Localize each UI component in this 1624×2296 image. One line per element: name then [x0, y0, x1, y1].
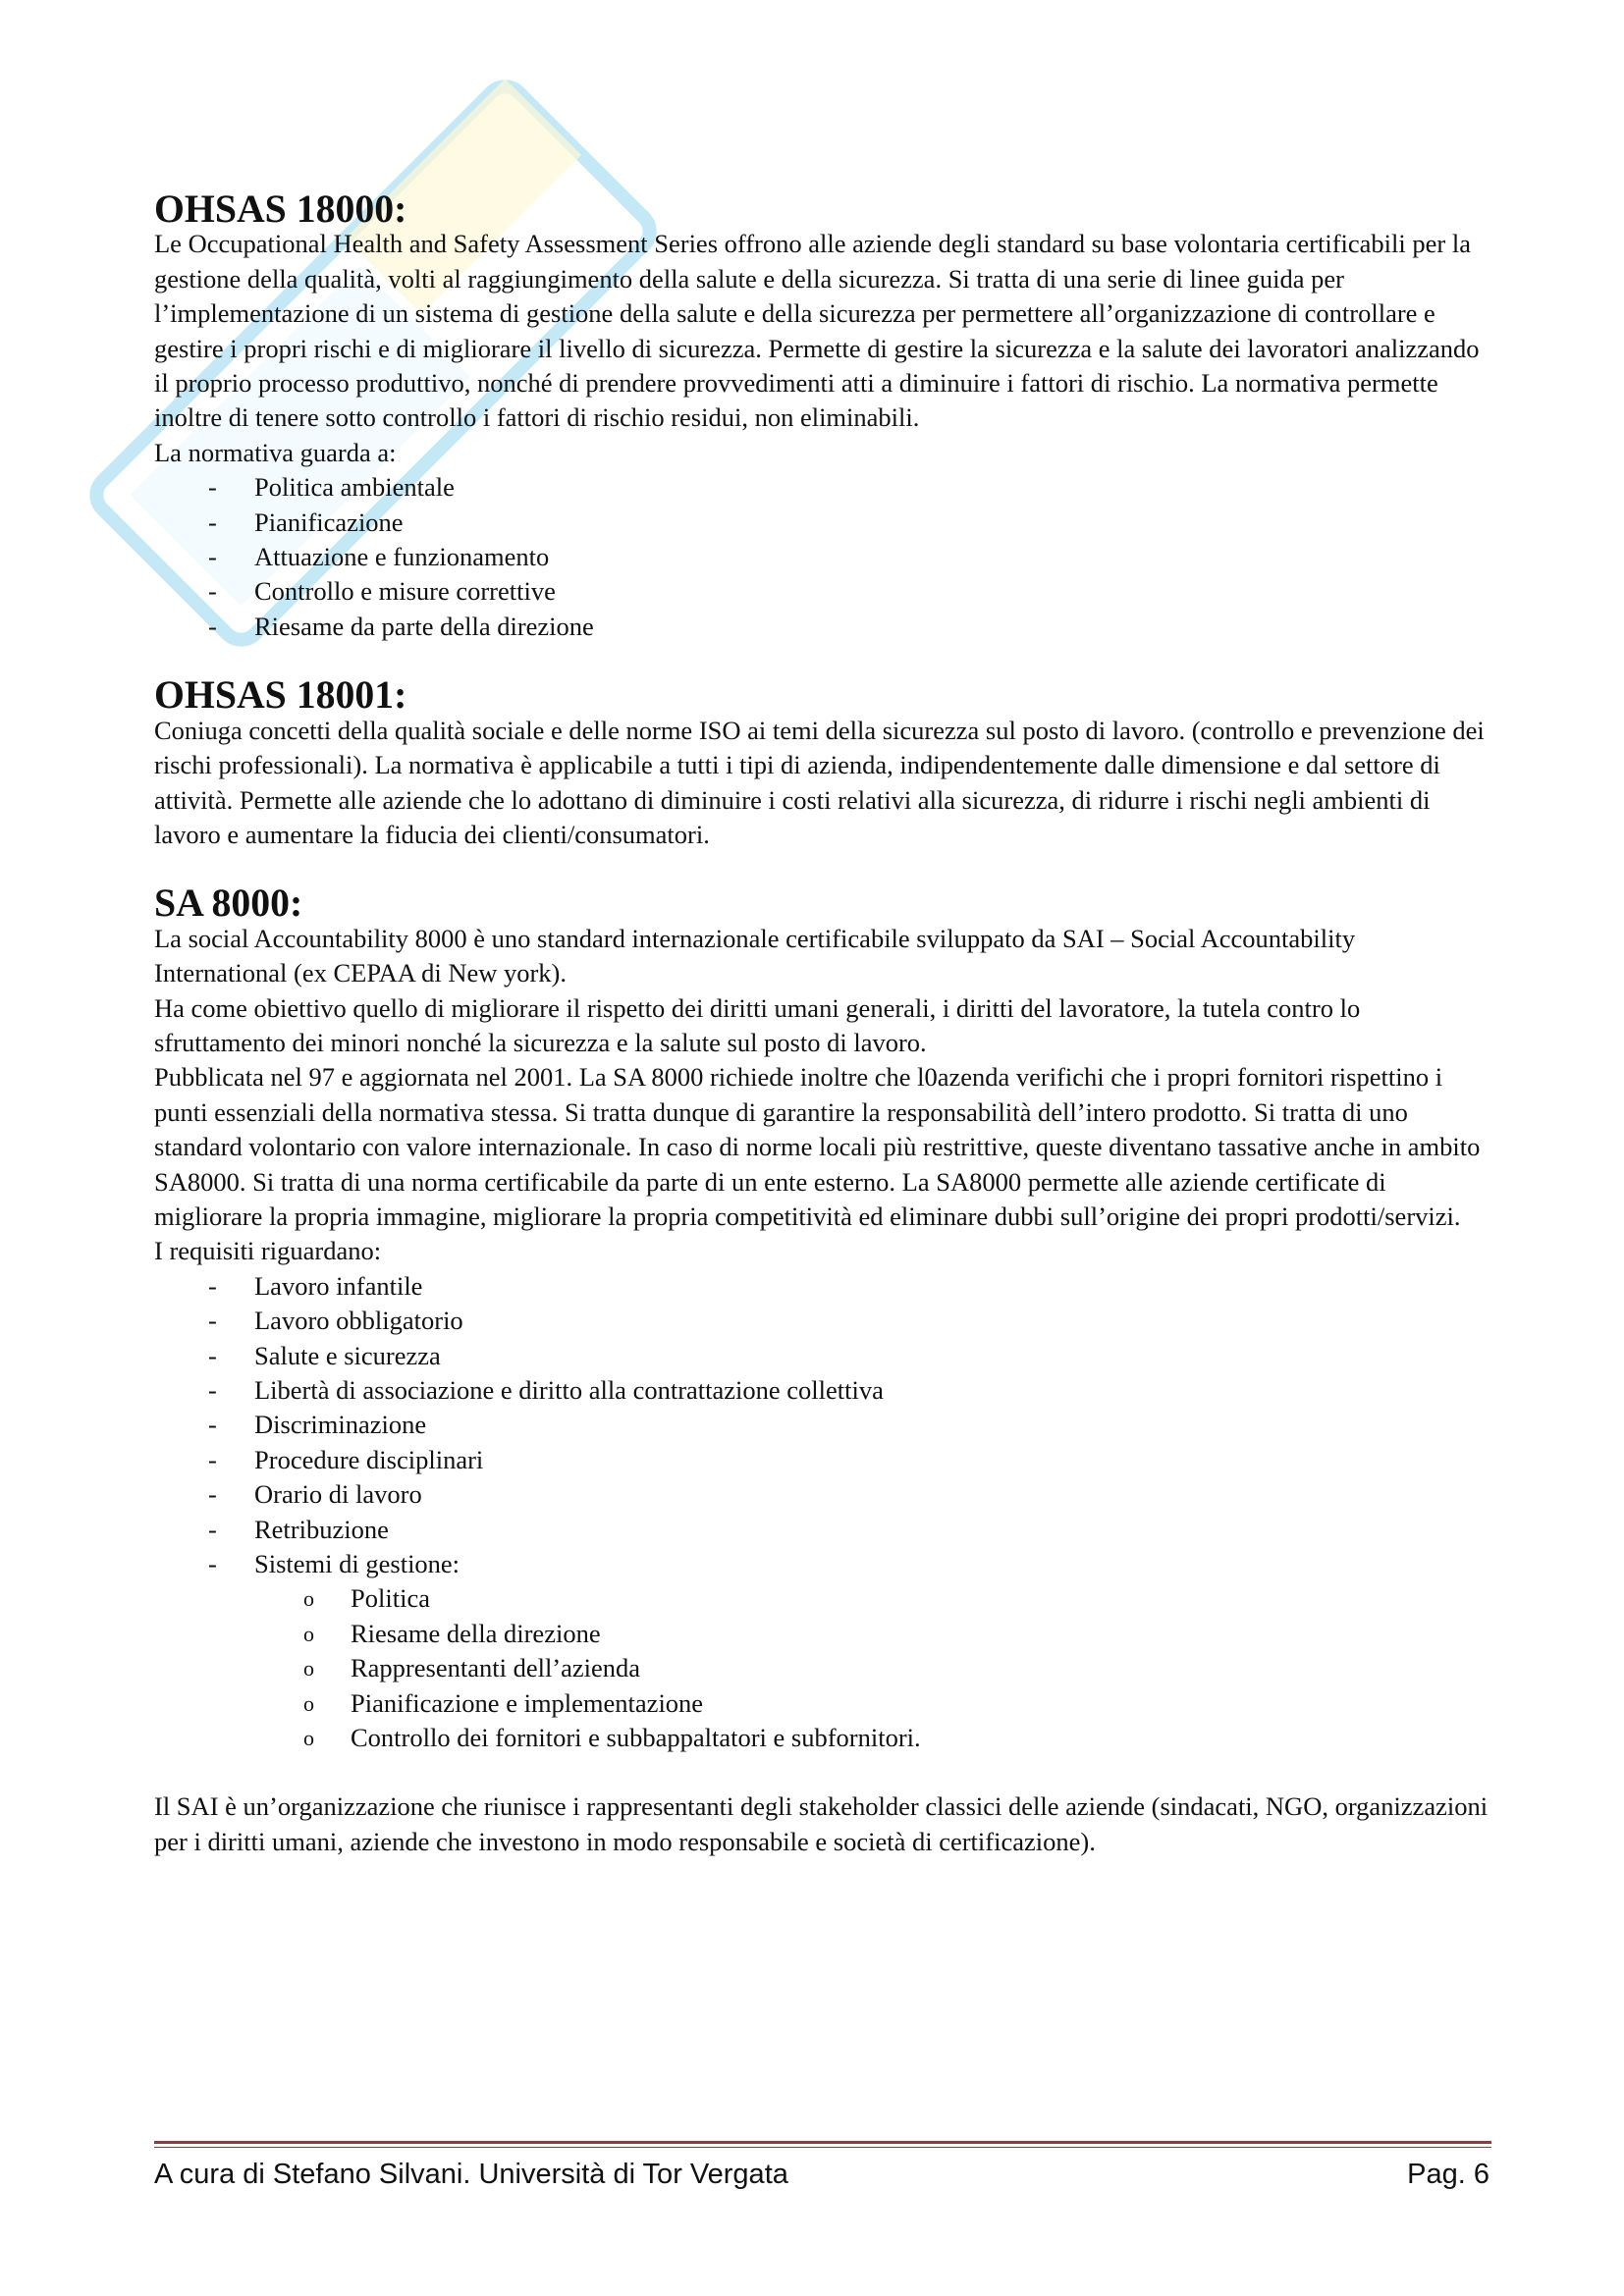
list-item-text: Pianificazione — [254, 507, 404, 537]
paragraph: Ha come obiettivo quello di migliorare il rispetto dei diritti umani generali, i diritti del lavoratore, la tutela contro lo sfruttamento dei minori nonché la sicurezza e la salute sul posto di lavoro. — [154, 992, 1361, 1057]
list-item-text: Salute e sicurezza — [254, 1340, 441, 1370]
dash-bullet: - — [208, 1410, 217, 1440]
dash-bullet: - — [208, 1375, 217, 1405]
list-item — [154, 1547, 1489, 1581]
list-item-text: Lavoro obbligatorio — [254, 1306, 463, 1336]
list-item-text: Orario di lavoro — [254, 1479, 422, 1510]
list-item — [154, 1373, 1489, 1408]
list-item — [154, 1339, 1489, 1373]
sub-list-item — [154, 1581, 1489, 1616]
list-item-text: Attuazione e funzionamento — [254, 542, 550, 572]
bullet-list — [154, 1269, 1489, 1582]
list-item — [154, 540, 1489, 574]
spacer — [154, 852, 1489, 886]
list-item — [154, 470, 1489, 505]
dash-bullet: - — [208, 1306, 217, 1336]
list-item-text: Riesame da parte della direzione — [254, 611, 594, 641]
list-item — [154, 1477, 1489, 1512]
list-item — [154, 1513, 1489, 1547]
footer-rule — [154, 2141, 1491, 2148]
list-item-text: Retribuzione — [254, 1514, 389, 1544]
list-item-text: Discriminazione — [254, 1410, 427, 1440]
dash-bullet: - — [208, 1270, 217, 1301]
list-item-text: Libertà di associazione e diritto alla contrattazione collettiva — [254, 1375, 884, 1405]
list-item — [154, 1269, 1489, 1304]
list-item-text: Politica ambientale — [254, 472, 455, 503]
dash-bullet: - — [208, 1549, 217, 1579]
dash-bullet: - — [208, 1340, 217, 1370]
bullet-list — [154, 470, 1489, 644]
dash-bullet: - — [208, 472, 217, 503]
sub-bullet-list — [154, 1581, 1489, 1755]
page-number: Pag. 6 — [1407, 2159, 1489, 2190]
circle-bullet-icon: o — [303, 1621, 314, 1646]
section-title-ohsas-18001: OHSAS 18001: — [154, 673, 407, 718]
paragraph: Coniuga concetti della qualità sociale e delle norme ISO ai temi della sicurezza sul posto di lavoro. (controllo e prevenzione dei rischi professionali). La normativa è applicabile a tutti i tipi di azienda, indipendentemente dalle dimensione e dal settore di attività. Permette alle aziende che lo adottano di diminuire i costi relativi alla sicurezza, di ridurre i rischi negli ambienti di lavoro e aumentare la fiducia dei clienti/consumatori. — [154, 715, 1485, 849]
circle-bullet-icon: o — [303, 1726, 314, 1751]
list-item — [154, 1408, 1489, 1442]
sub-list-item — [154, 1686, 1489, 1721]
circle-bullet-icon: o — [303, 1586, 314, 1612]
list-item-text: Lavoro infantile — [254, 1270, 423, 1301]
page-content — [154, 187, 1489, 1859]
dash-bullet: - — [208, 576, 217, 607]
spacer — [154, 1755, 1489, 1789]
dash-bullet: - — [208, 1444, 217, 1474]
dash-bullet: - — [208, 507, 217, 537]
circle-bullet-icon: o — [303, 1690, 314, 1716]
sub-list-item-text: Rappresentanti dell’azienda — [351, 1653, 641, 1683]
dash-bullet: - — [208, 1514, 217, 1544]
sub-list-item — [154, 1721, 1489, 1755]
list-item-text: Controllo e misure correttive — [254, 576, 556, 607]
circle-bullet-icon: o — [303, 1656, 314, 1682]
sub-list-item-text: Riesame della direzione — [351, 1618, 601, 1648]
sub-list-item — [154, 1617, 1489, 1651]
sub-list-item-text: Controllo dei fornitori e subbappaltatori e subfornitori. — [351, 1723, 921, 1753]
sub-list-item-text: Politica — [351, 1583, 430, 1614]
list-item — [154, 610, 1489, 644]
dash-bullet: - — [208, 611, 217, 641]
paragraph: Le Occupational Health and Safety Assessment Series offrono alle aziende degli standard su base volontaria certificabili per la gestione della qualità, volti al raggiungimento della salute e della sicurezza. Si tratta di una serie di linee guida per l’implementazione di un sistema di gestione della salute e della sicurezza per permettere all’organizzazione di controllare e gestire i propri rischi e di migliorare il livello di sicurezza. Permette di gestire la sicurezza e la salute dei lavoratori analizzando il proprio processo produttivo, nonché di prendere provvedimenti atti a diminuire i fattori di rischio. La normativa permette inoltre di tenere sotto controllo i fattori di rischio residui, non eliminabili. — [154, 229, 1480, 433]
paragraph: La normativa guarda a: — [154, 437, 397, 467]
section-title-ohsas-18000: OHSAS 18000: — [154, 187, 407, 231]
paragraph: I requisiti riguardano: — [154, 1236, 382, 1266]
dash-bullet: - — [208, 542, 217, 572]
list-item — [154, 574, 1489, 609]
list-item — [154, 506, 1489, 540]
dash-bullet: - — [208, 1479, 217, 1510]
paragraph: Il SAI è un’organizzazione che riunisce i rappresentanti degli stakeholder classici delle aziende (sindacati, NGO, organizzazioni per i diritti umani, aziende che investono in modo responsabile e società di certificazione). — [154, 1791, 1489, 1856]
section-title-sa-8000: SA 8000: — [154, 881, 303, 926]
list-item-text: Procedure disciplinari — [254, 1444, 484, 1474]
sub-list-item — [154, 1651, 1489, 1685]
sub-list-item-text: Pianificazione e implementazione — [351, 1687, 704, 1718]
footer-author: A cura di Stefano Silvani. Università di Tor Vergata — [154, 2159, 788, 2190]
list-item — [154, 1304, 1489, 1338]
list-item — [154, 1443, 1489, 1477]
list-item-text: Sistemi di gestione: — [254, 1549, 460, 1579]
paragraph: La social Accountability 8000 è uno standard internazionale certificabile sviluppato da SAI – Social Accountability International (ex CEPAA di New york). — [154, 923, 1356, 988]
paragraph: Pubblicata nel 97 e aggiornata nel 2001. La SA 8000 richiede inoltre che l0azenda verifichi che i propri fornitori rispettino i punti essenziali della normativa stessa. Si tratta dunque di garantire la responsabilità dell’intero prodotto. Si tratta di uno standard volontario con valore internazionale. In caso di norme locali più restrittive, queste diventano tassative anche in ambito SA8000. Si tratta di una norma certificabile da parte di un ente esterno. La SA8000 permette alle aziende certificate di migliorare la propria immagine, migliorare la propria competitività ed eliminare dubbi sull’origine dei propri prodotti/servizi. — [154, 1062, 1481, 1231]
